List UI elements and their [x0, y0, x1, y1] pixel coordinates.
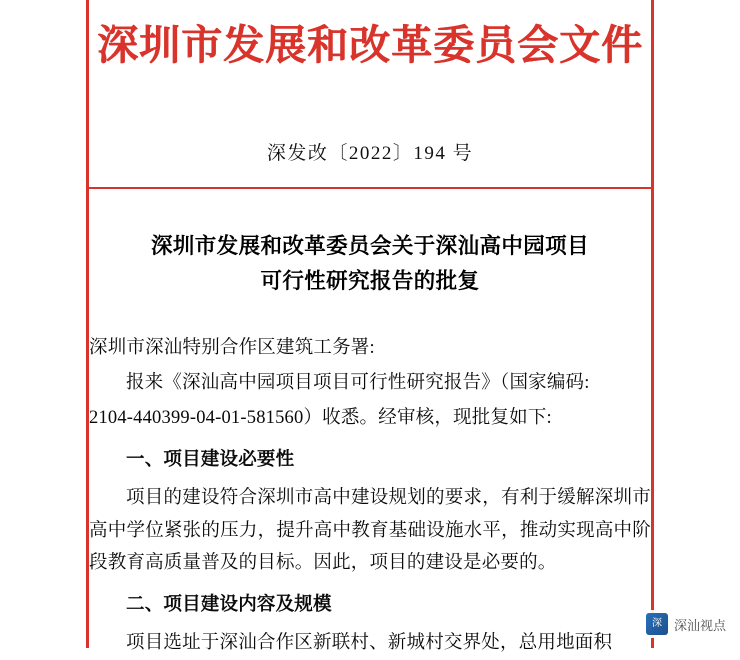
wechat-account-name: 深汕视点: [673, 617, 726, 633]
body-paragraph-2: 项目的建设符合深圳市高中建设规划的要求，有利于缓解深圳市高中学位紧张的压力，提升高中教育基础设施水平，推动实现高中阶段教育高质量普及的目标。因此，项目的建设是必要的。: [89, 487, 651, 574]
document-content: [89, 0, 651, 654]
wechat-avatar: 深: [646, 613, 668, 635]
document-number: 深发改〔2022〕194 号: [266, 143, 474, 165]
recipient-line: 深圳市深汕特别合作区建筑工务署:: [89, 337, 375, 358]
body-paragraph-3: 项目选址于深汕合作区新联村、新城村交界处，总用地面积: [126, 633, 613, 654]
red-divider: [89, 187, 651, 189]
wechat-account-watermark: [640, 610, 732, 638]
right-red-rule: [651, 0, 654, 648]
section-heading-1: 一、项目建设必要性: [126, 449, 295, 470]
document-header-title: 深圳市发展和改革委员会文件: [97, 21, 643, 69]
subject-line-2: 可行性研究报告的批复: [260, 268, 480, 293]
body-paragraph-1b: 2104-440399-04-01-581560）收悉。经审核，现批复如下:: [89, 407, 552, 428]
document-subject: [89, 229, 651, 298]
document-body: [89, 332, 651, 660]
section-heading-2: 二、项目建设内容及规模: [126, 595, 332, 616]
body-paragraph-1a: 报来《深汕高中园项目项目可行性研究报告》（国家编码:: [126, 372, 590, 393]
subject-line-1: 深圳市发展和改革委员会关于深汕高中园项目: [150, 234, 589, 259]
